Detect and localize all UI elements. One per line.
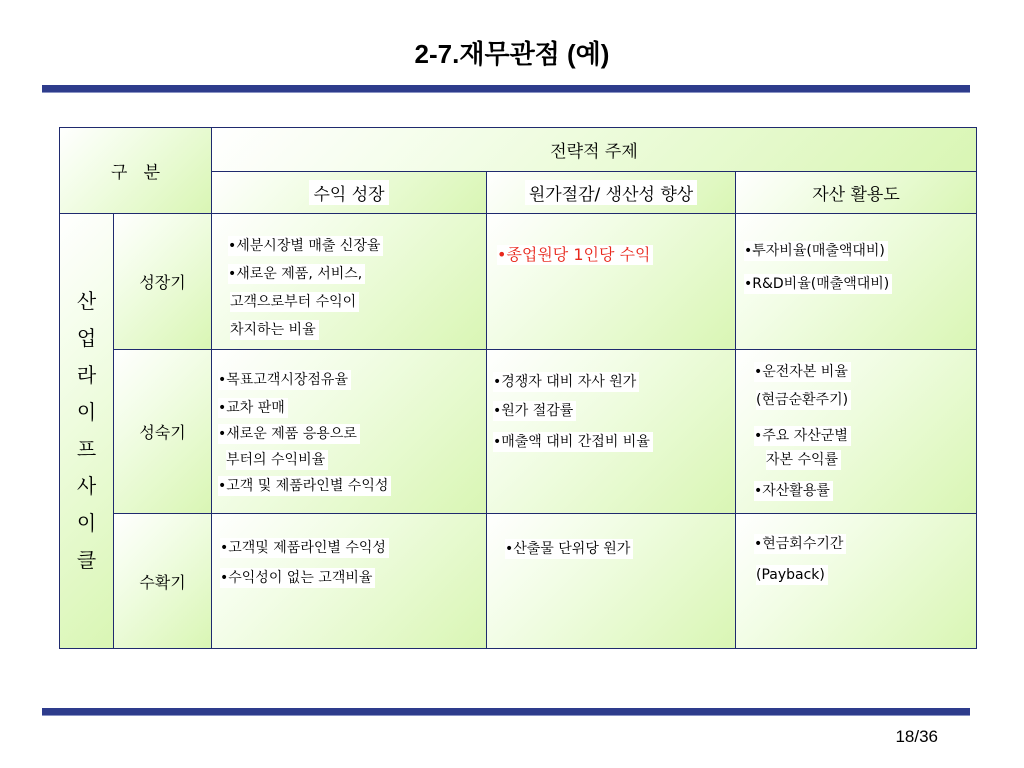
- stage-harvest-label: 수확기: [139, 572, 186, 592]
- header-asset-cell: [735, 171, 977, 214]
- maturity-revenue-cell: [211, 349, 487, 514]
- lifecycle-char: 이: [76, 400, 97, 424]
- lifecycle-char: 클: [76, 548, 97, 572]
- lifecycle-char: 산: [76, 289, 97, 313]
- growth-cost-item: •종업원당 1인당 수익: [497, 245, 653, 265]
- maturity-revenue-item: •목표고객시장점유율: [218, 370, 351, 390]
- growth-revenue-item: 차지하는 비율: [230, 320, 319, 340]
- growth-asset-item: •투자비율(매출액대비): [744, 241, 888, 261]
- header-revenue-cell: [211, 171, 487, 214]
- lifecycle-char: 프: [76, 437, 97, 461]
- growth-asset-item: •R&D비율(매출액대비): [744, 274, 892, 294]
- harvest-asset-cell: [735, 513, 977, 649]
- maturity-cost-item: •원가 절감률: [493, 401, 576, 421]
- stage-maturity-cell: [113, 349, 212, 514]
- growth-revenue-item: 고객으로부터 수익이: [230, 292, 359, 312]
- bottom-divider: [42, 708, 970, 716]
- header-strategic-label: 전략적 주제: [550, 142, 638, 162]
- maturity-cost-item: •경쟁자 대비 자사 원가: [493, 372, 639, 392]
- header-category-cell: [59, 127, 212, 214]
- harvest-revenue-item: •수익성이 없는 고객비율: [220, 568, 375, 588]
- harvest-revenue-item: •고객및 제품라인별 수익성: [220, 538, 389, 558]
- maturity-asset-item: (현금순환주기): [756, 390, 851, 410]
- header-category-label: 구 분: [110, 163, 161, 183]
- maturity-revenue-item: •고객 및 제품라인별 수익성: [218, 476, 391, 496]
- lifecycle-char: 업: [76, 326, 97, 350]
- header-cost-cell: [486, 171, 736, 214]
- harvest-revenue-cell: [211, 513, 487, 649]
- maturity-asset-item: 자본 수익률: [766, 450, 841, 470]
- harvest-asset-item: (Payback): [756, 565, 828, 585]
- maturity-asset-cell: [735, 349, 977, 514]
- page-number: 18/36: [895, 727, 938, 746]
- maturity-asset-item: •주요 자산군별: [754, 426, 851, 446]
- lifecycle-char: 사: [76, 474, 97, 498]
- stage-growth-cell: [113, 213, 212, 350]
- stage-harvest-cell: [113, 513, 212, 649]
- top-divider: [42, 85, 970, 93]
- harvest-cost-cell: [486, 513, 736, 649]
- maturity-revenue-item: •교차 판매: [218, 398, 288, 418]
- lifecycle-char: 이: [76, 511, 97, 535]
- growth-revenue-cell: [211, 213, 487, 350]
- harvest-asset-item: •현금회수기간: [754, 534, 846, 554]
- maturity-asset-item: •자산활용률: [754, 481, 833, 501]
- header-revenue-label: 수익 성장: [309, 180, 388, 205]
- maturity-cost-cell: [486, 349, 736, 514]
- growth-revenue-item: •새로운 제품, 서비스,: [228, 264, 365, 284]
- stage-maturity-label: 성숙기: [139, 423, 186, 442]
- maturity-revenue-item: •새로운 제품 응용으로: [218, 424, 360, 444]
- growth-revenue-item: •세분시장별 매출 신장율: [228, 236, 383, 256]
- growth-cost-cell: [486, 213, 736, 350]
- maturity-revenue-item: 부터의 수익비율: [226, 450, 328, 470]
- header-strategic-cell: [211, 127, 977, 172]
- harvest-cost-item: •산출물 단위당 원가: [505, 539, 633, 559]
- lifecycle-char: 라: [76, 363, 97, 387]
- growth-asset-cell: [735, 213, 977, 350]
- maturity-cost-item: •매출액 대비 간접비 비율: [493, 432, 653, 452]
- header-cost-label: 원가절감/ 생산성 향상: [525, 180, 697, 205]
- stage-growth-label: 성장기: [139, 273, 186, 292]
- page-title: 2-7.재무관점 (예): [414, 39, 610, 69]
- maturity-asset-item: •운전자본 비율: [754, 362, 851, 382]
- header-asset-label: 자산 활용도: [812, 185, 900, 205]
- industry-lifecycle-cell: [59, 213, 114, 649]
